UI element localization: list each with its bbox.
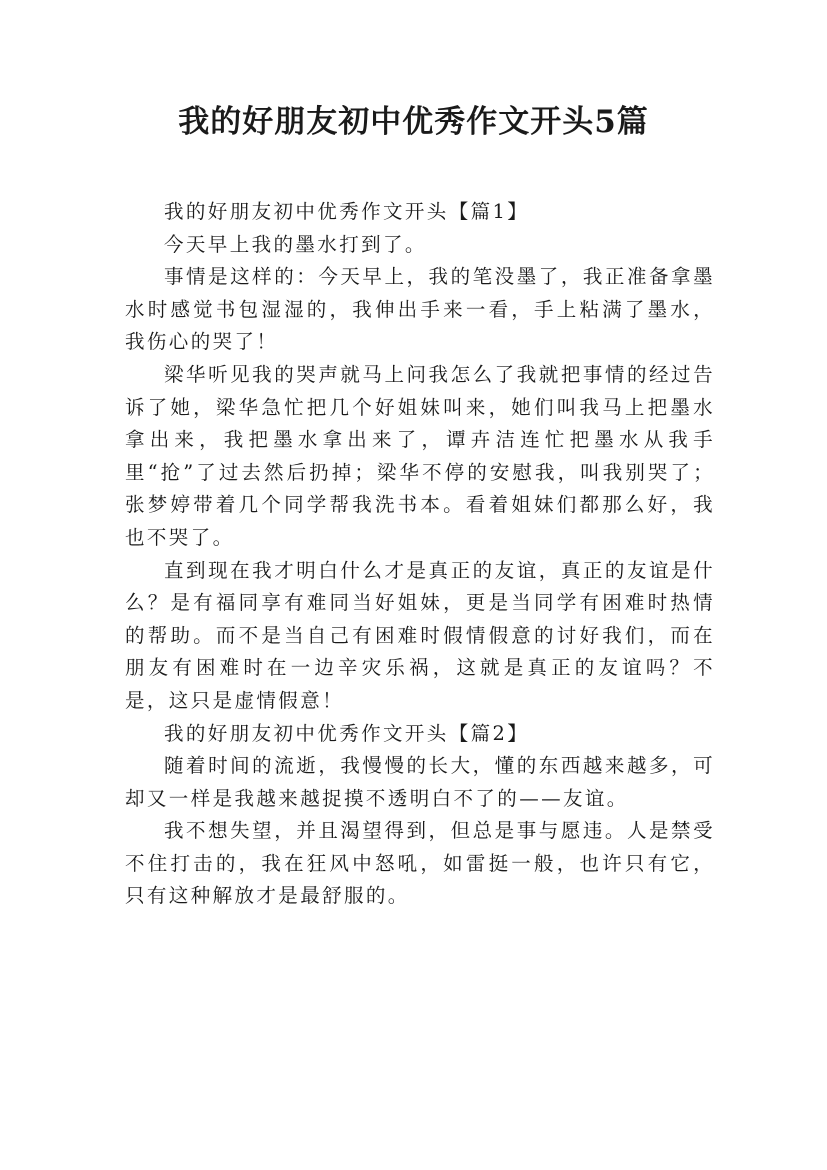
section-heading-1: 我的好朋友初中优秀作文开头【篇1】 bbox=[164, 200, 530, 223]
section-heading-2: 我的好朋友初中优秀作文开头【篇2】 bbox=[164, 721, 530, 745]
paragraph: 梁华听见我的哭声就马上问我怎么了我就把事情的经过告诉了她，梁华急忙把几个好姐妹叫来，她们叫我马上把墨水拿出来，我把墨水拿出来了，谭卉洁连忙把墨水从我手里“抢”了过去然后扔掉；梁华不停的安慰我，叫我别哭了；张梦婷带着几个同学帮我洗书本。看着姐妹们都那么好，我也不哭了。 bbox=[125, 362, 715, 549]
document-body bbox=[125, 196, 715, 913]
paragraph: 事情是这样的：今天早上，我的笔没墨了，我正准备拿墨水时感觉书包湿湿的，我伸出手来一看，手上粘满了墨水，我伤心的哭了！ bbox=[125, 265, 715, 354]
paragraph: 我不想失望，并且渴望得到，但总是事与愿违。人是禁受不住打击的，我在狂风中怒吼，如雷挺一般，也许只有它，只有这种解放才是最舒服的。 bbox=[125, 819, 715, 908]
paragraph: 今天早上我的墨水打到了。 bbox=[164, 232, 427, 256]
paragraph: 随着时间的流逝，我慢慢的长大，懂的东西越来越多，可却又一样是我越来越捉摸不透明白不了的——友谊。 bbox=[125, 754, 715, 810]
document-title: 我的好朋友初中优秀作文开头5篇 bbox=[178, 104, 649, 140]
paragraph: 直到现在我才明白什么才是真正的友谊，真正的友谊是什么？是有福同享有难同当好姐妹，更是当同学有困难时热情的帮助。而不是当自己有困难时假情假意的讨好我们，而在朋友有困难时在一边辛灾乐祸，这就是真正的友谊吗？不是，这只是虚情假意！ bbox=[125, 558, 715, 712]
